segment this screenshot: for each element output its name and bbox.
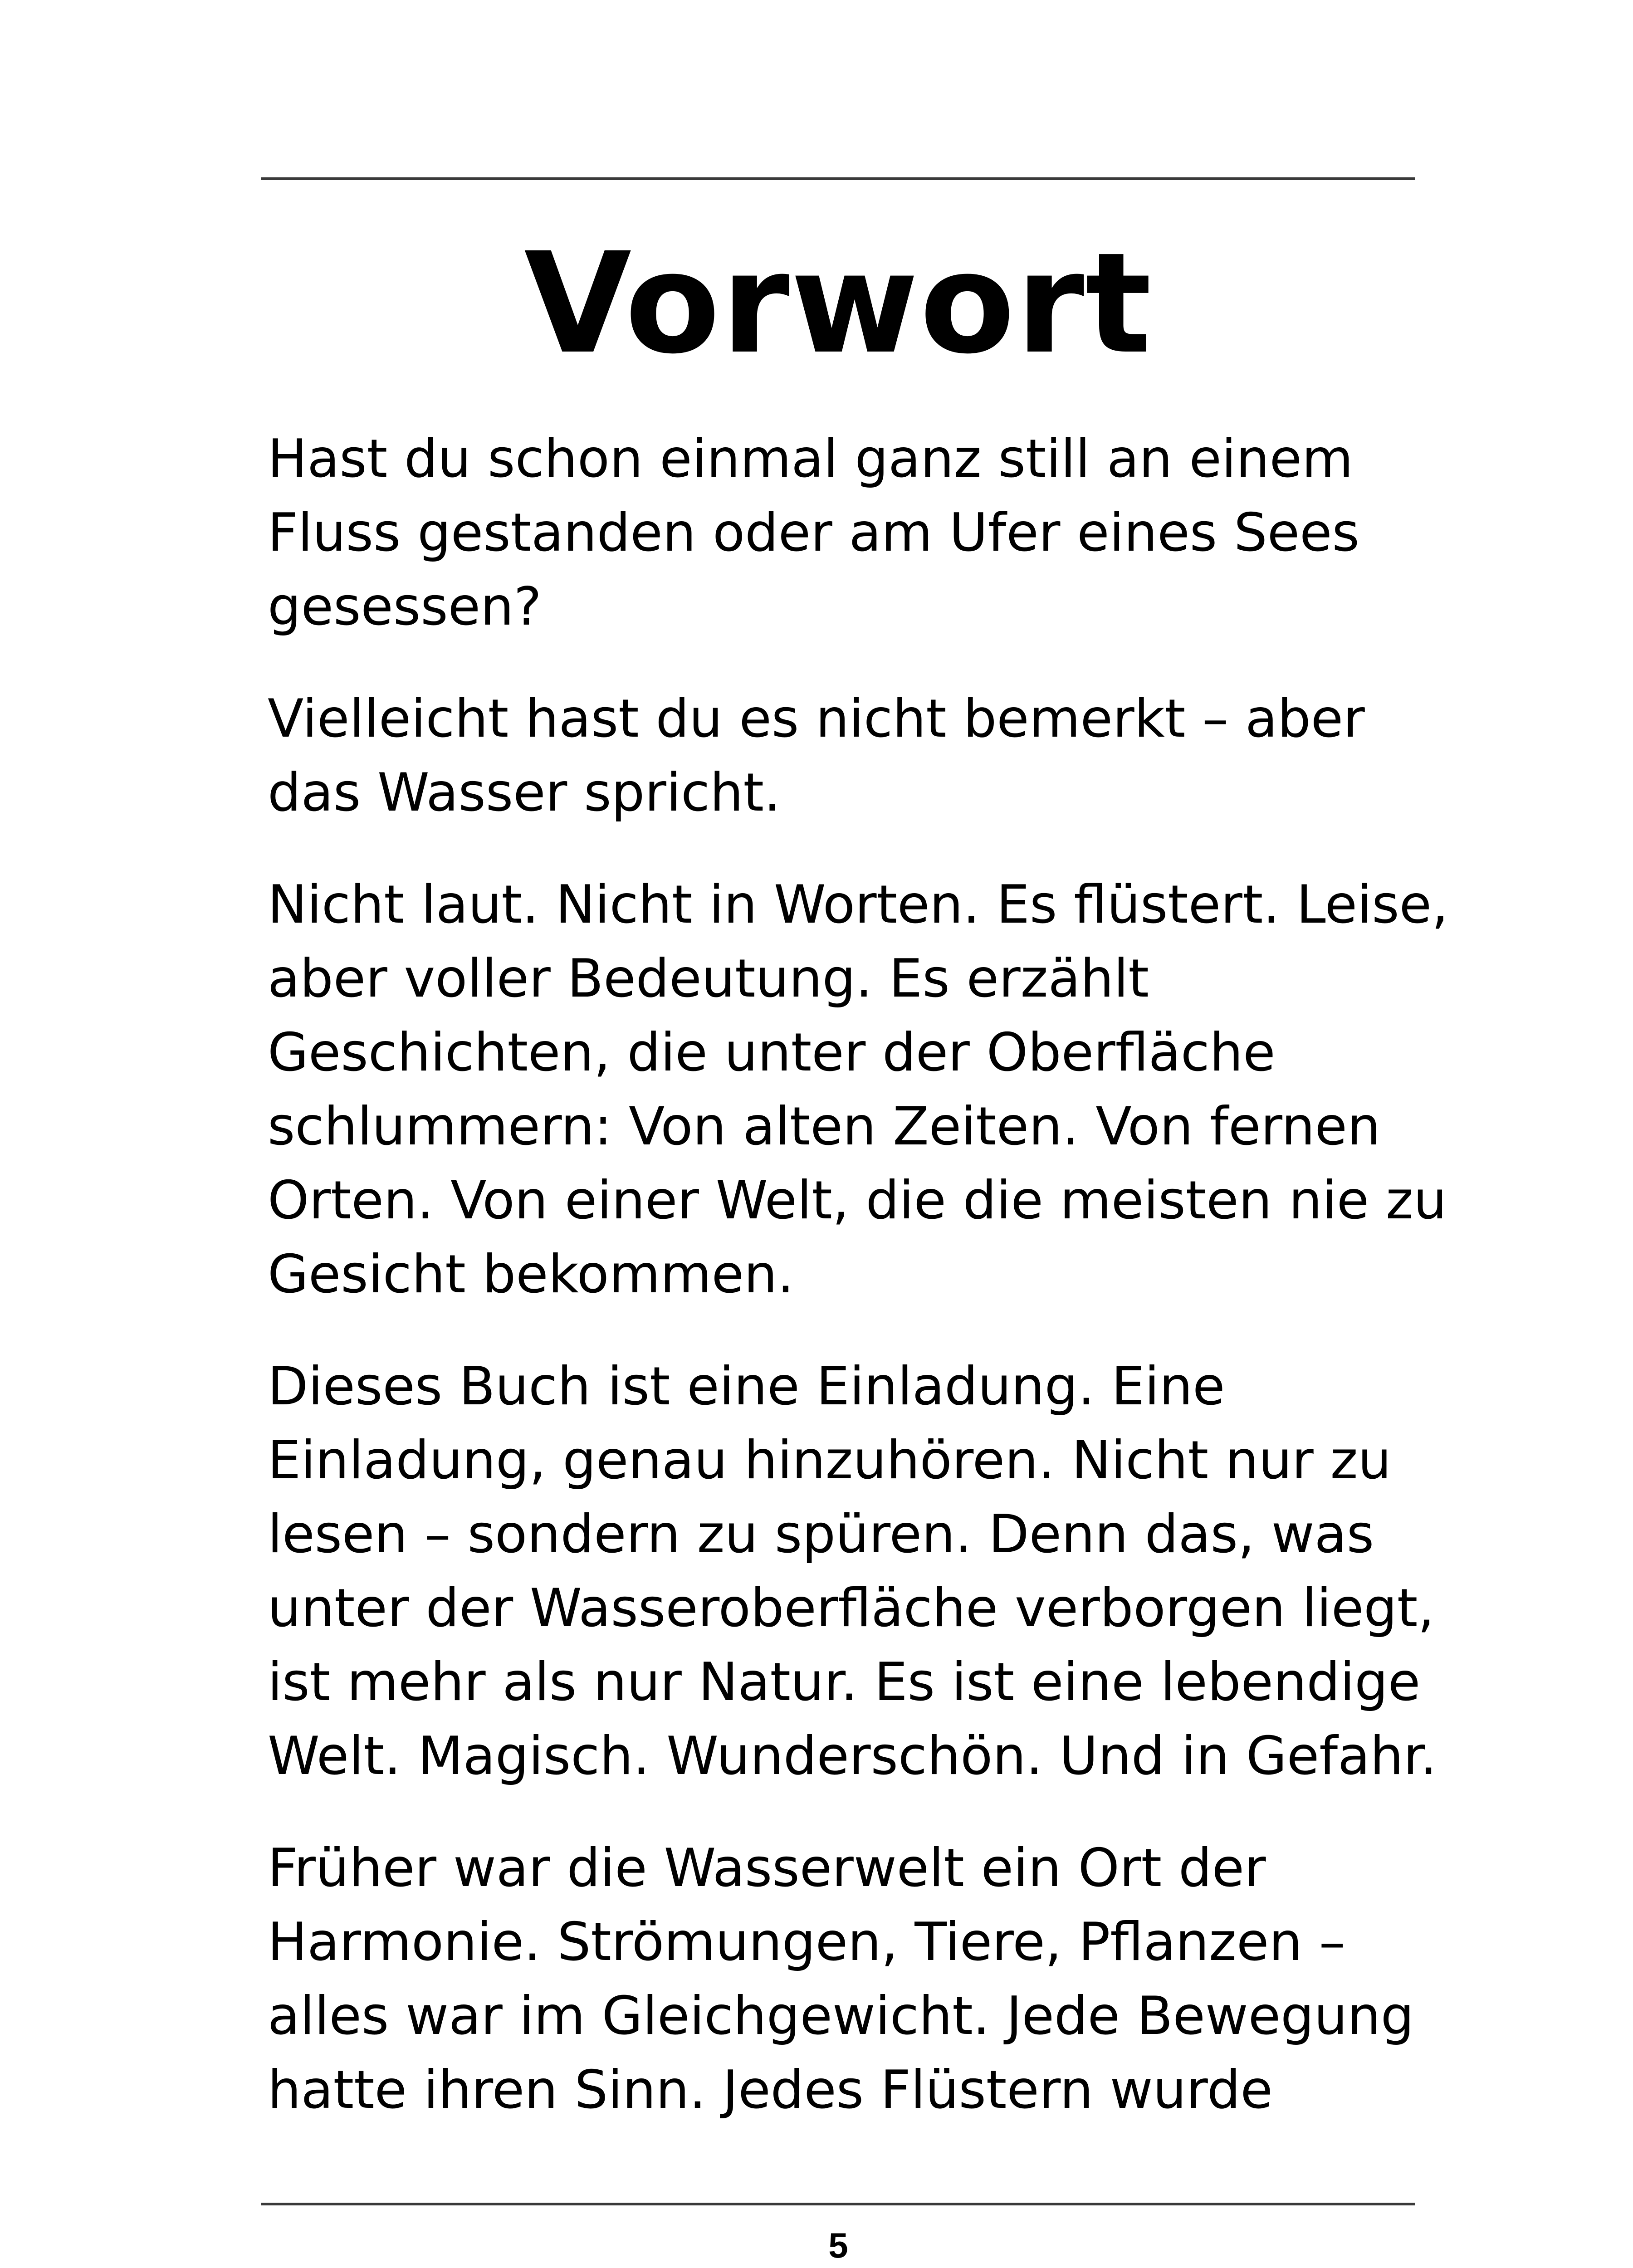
text-line: hatte ihren Sinn. Jedes Flüstern wurde — [268, 2059, 1273, 2121]
text-line: Dieses Buch ist eine Einladung. Eine — [268, 1356, 1225, 1417]
text-line: Fluss gestanden oder am Ufer eines Sees — [268, 502, 1359, 563]
text-line: Hast du schon einmal ganz still an einem — [268, 428, 1353, 489]
top-divider — [261, 177, 1415, 180]
bottom-divider — [261, 2203, 1415, 2205]
text-line: das Wasser spricht. — [268, 762, 781, 823]
text-line: alles war im Gleichgewicht. Jede Bewegung — [268, 1985, 1414, 2047]
text-line: Einladung, genau hinzuhören. Nicht nur zu — [268, 1430, 1392, 1491]
text-line: Harmonie. Strömungen, Tiere, Pflanzen – — [268, 1911, 1345, 1973]
text-line: Vielleicht hast du es nicht bemerkt – aber — [268, 688, 1365, 749]
text-line: unter der Wasseroberfläche verborgen liegt, — [268, 1578, 1435, 1639]
text-line: gesessen? — [268, 576, 542, 637]
paragraph — [268, 422, 1429, 644]
text-line: Nicht laut. Nicht in Worten. Es flüstert. Leise, — [268, 874, 1448, 935]
text-line: Früher war die Wasserwelt ein Ort der — [268, 1838, 1266, 1899]
paragraph — [268, 682, 1429, 830]
text-line: Orten. Von einer Welt, die die meisten nie zu — [268, 1170, 1447, 1231]
text-line: Geschichten, die unter der Oberfläche — [268, 1022, 1276, 1083]
paragraph — [268, 1831, 1429, 2127]
text-line: Welt. Magisch. Wunderschön. Und in Gefahr. — [268, 1725, 1437, 1787]
text-line: aber voller Bedeutung. Es erzählt — [268, 948, 1149, 1009]
text-line: Gesicht bekommen. — [268, 1244, 794, 1305]
body-text — [268, 422, 1448, 2165]
page-number: 5 — [828, 2225, 848, 2265]
paragraph — [268, 868, 1448, 1311]
paragraph — [268, 1349, 1437, 1793]
text-line: schlummern: Von alten Zeiten. Von fernen — [268, 1096, 1381, 1157]
text-line: lesen – sondern zu spüren. Denn das, was — [268, 1504, 1374, 1565]
page-title: Vorwort — [524, 223, 1153, 385]
text-line: ist mehr als nur Natur. Es ist eine lebendige — [268, 1652, 1421, 1713]
